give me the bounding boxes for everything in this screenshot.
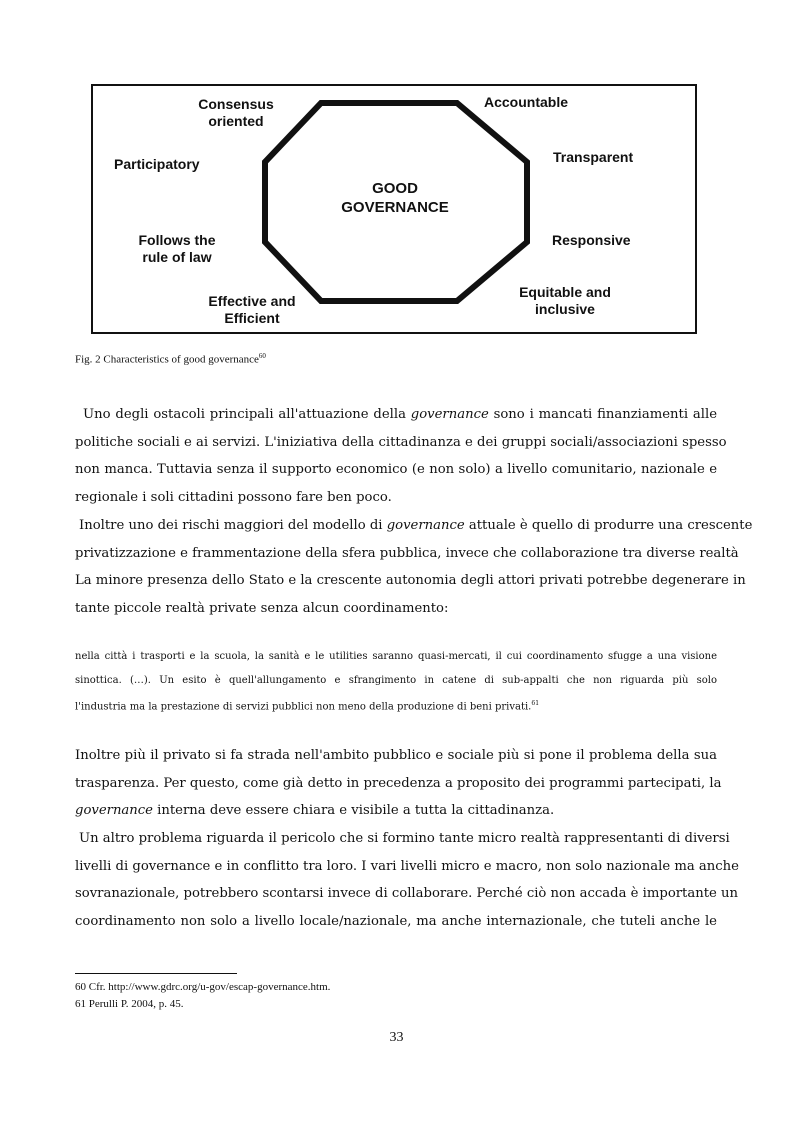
footnote-ref-61: 61 [531,700,540,707]
footnote-60: 60 Cfr. http://www.gdrc.org/u-gov/escap-governance.htm. [75,981,331,993]
paragraph-2: Inoltre uno dei rischi maggiori del modello di governance attuale è quello di produrre una crescente privatizzazione e frammentazione della sfera pubblica, invece che collaborazione tra diverse realtà La minore presenza dello Stato e la crescente autonomia degli attori privati potrebbe degenerare in tante piccole realtà private senza alcun coordinamento: [75,518,753,616]
label-consensus-oriented: Consensus oriented [198,96,274,129]
paragraph-3: Inoltre più il privato si fa strada nell'ambito pubblico e sociale più si pone il problema della sua trasparenza. Per questo, come già detto in precedenza a proposito dei programmi partecipati, la governance interna deve essere chiara e visibile a tutta la cittadinanza. [75,748,722,818]
good-governance-figure [91,84,697,334]
footnote-divider [75,973,237,974]
label-responsive: Responsive [552,232,631,248]
paragraph-1: Uno degli ostacoli principali all'attuazione della governance sono i mancati finanziamenti alle politiche sociali e ai servizi. L'iniziativa della cittadinanza e dei gruppi sociali/associazioni spesso non manca. Tuttavia senza il supporto economico (e non solo) a livello comunitario, nazionale e regionale i soli cittadini possono fare ben poco. [75,407,727,505]
block-quote: nella città i trasporti e la scuola, la sanità e le utilities saranno quasi-mercati, il cui coordinamento sfugge a una visione sinottica. (…). Un esito è quell'allungamento e sfrangimento in catene di sub-appalti che non riguarda più solo l'industria ma la prestazione di servizi pubblici non meno della produzione di beni privati.$^{61}$ [75,651,717,713]
center-title [313,179,477,217]
footnote-ref-60: 60 [258,352,266,360]
paragraph-4: Un altro problema riguarda il pericolo che si formino tante micro realtà rappresentanti di diversi livelli di governance e in conflitto tra loro. I vari livelli micro e macro, non solo nazionale ma anche sovranazionale, potrebbero scontarsi invece di collaborare. Perché ciò non accada è importante un coordinamento non solo a livello locale/nazionale, ma anche internazionale, che tuteli anche le [75,831,739,929]
figure-caption: Fig. 2 Characteristics of good governance$^{60}$ [75,352,266,366]
page-number: 33 [389,1030,404,1045]
label-participatory: Participatory [114,156,200,172]
label-follows-rule-of-law: Follows the rule of law [138,232,216,265]
label-transparent: Transparent [553,149,634,165]
center-title-line1: GOOD [372,180,418,197]
center-title-line2: GOVERNANCE [341,199,449,216]
label-effective-efficient: Effective and Efficient [208,293,296,326]
label-accountable: Accountable [484,94,569,110]
footnote-61: 61 Perulli P. 2004, p. 45. [75,998,184,1010]
label-equitable-inclusive: Equitable and inclusive [519,284,611,317]
